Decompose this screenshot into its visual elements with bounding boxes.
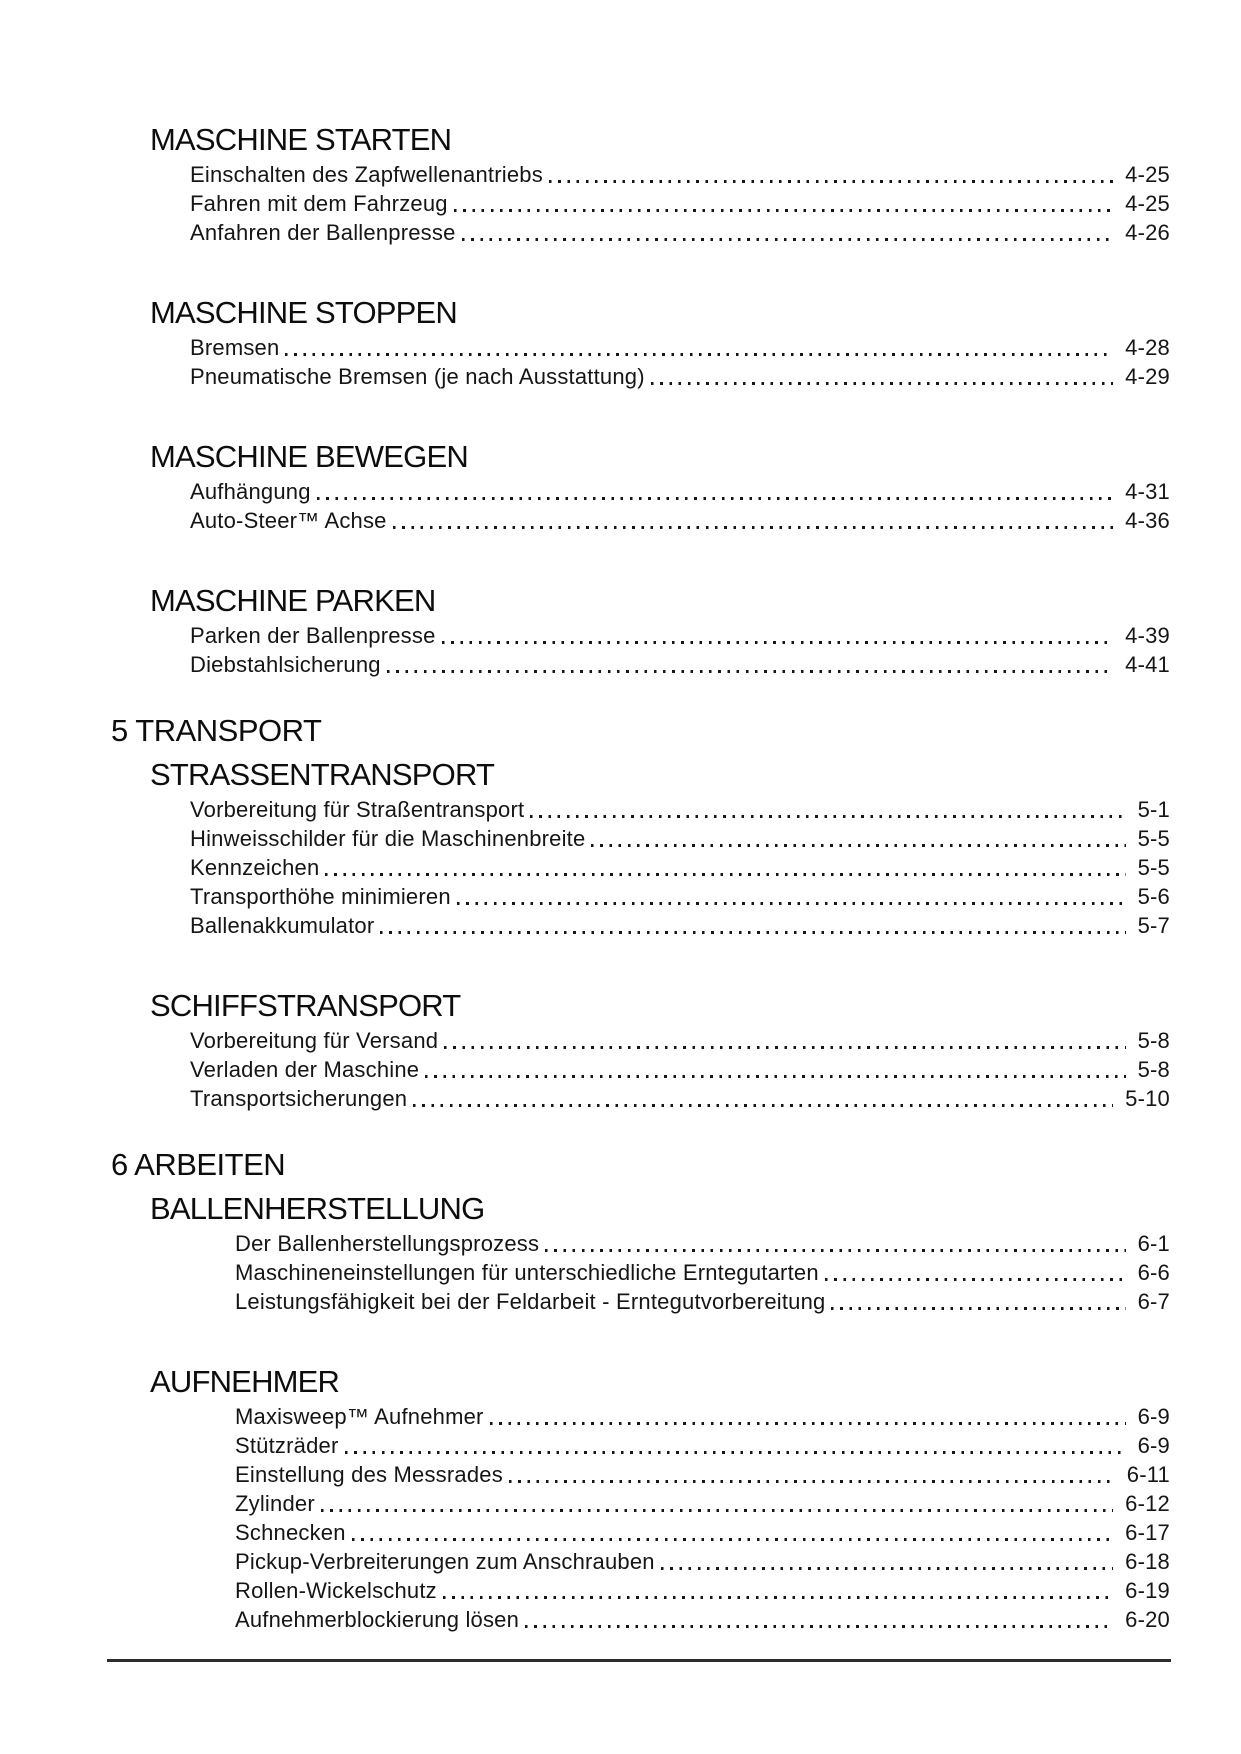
- toc-section: [0, 757, 1241, 940]
- toc-entry-page: 6-19: [1125, 1578, 1170, 1603]
- dot-leader: [339, 1431, 1138, 1460]
- section-entries: [0, 621, 1241, 679]
- toc-entry-label: Leistungsfähigkeit bei der Feldarbeit - Erntegutvorbereitung: [235, 1289, 826, 1314]
- dot-leader: [519, 1605, 1125, 1634]
- toc-entry-page: 4-39: [1125, 623, 1170, 648]
- toc-entry-label: Vorbereitung für Straßentransport: [190, 797, 525, 822]
- section-title: MASCHINE STARTEN: [150, 122, 452, 157]
- section-title: SCHIFFSTRANSPORT: [150, 988, 461, 1023]
- toc-entry-label: Aufhängung: [190, 479, 311, 504]
- toc-section: [0, 583, 1241, 679]
- toc-entry: [190, 1055, 1170, 1084]
- toc-entry-label: Bremsen: [190, 335, 280, 360]
- toc-entry-label: Ballenakkumulator: [190, 913, 375, 938]
- toc-entry: [235, 1287, 1170, 1316]
- dot-leader: [539, 1229, 1137, 1258]
- toc-entry-label: Schnecken: [235, 1520, 346, 1545]
- dot-leader: [484, 1402, 1138, 1431]
- dot-leader: [825, 1287, 1137, 1316]
- toc-entry: [235, 1489, 1170, 1518]
- toc-entry: [190, 1026, 1170, 1055]
- dot-leader: [436, 621, 1126, 650]
- toc-entry-label: Aufnehmerblockierung lösen: [235, 1607, 520, 1632]
- toc-entry-label: Der Ballenherstellungsprozess: [235, 1231, 540, 1256]
- toc-entry-page: 6-6: [1137, 1260, 1170, 1285]
- footer-rule: [107, 1659, 1171, 1662]
- toc-entry-label: Hinweisschilder für die Maschinenbreite: [190, 826, 586, 851]
- toc-entry-page: 4-41: [1125, 652, 1170, 677]
- toc-entry: [190, 882, 1170, 911]
- section-title: MASCHINE STOPPEN: [150, 295, 458, 330]
- toc-entry: [190, 362, 1170, 391]
- toc-entry-label: Maxisweep™ Aufnehmer: [235, 1404, 484, 1429]
- toc-entry-page: 6-20: [1125, 1607, 1170, 1632]
- toc-entry: [190, 911, 1170, 940]
- section-entries: [0, 1229, 1241, 1316]
- toc-entry-page: 6-18: [1125, 1549, 1170, 1574]
- toc-entry-page: 6-9: [1137, 1433, 1170, 1458]
- toc-entry-label: Diebstahlsicherung: [190, 652, 381, 677]
- dot-leader: [374, 911, 1137, 940]
- dot-leader: [315, 1489, 1125, 1518]
- toc-entry-label: Einschalten des Zapfwellenantriebs: [190, 162, 543, 187]
- toc-entry-page: 5-5: [1137, 855, 1170, 880]
- toc-entry: [235, 1229, 1170, 1258]
- toc-section: [0, 295, 1241, 391]
- toc-entry: [190, 853, 1170, 882]
- dot-leader: [381, 650, 1125, 679]
- toc-entry-page: 5-10: [1125, 1086, 1170, 1111]
- toc-entry-page: 4-26: [1125, 220, 1170, 245]
- toc-section: [0, 1191, 1241, 1316]
- dot-leader: [451, 882, 1138, 911]
- toc-section: [0, 988, 1241, 1113]
- dot-leader: [503, 1460, 1127, 1489]
- toc-entry-label: Parken der Ballenpresse: [190, 623, 436, 648]
- toc-entry-page: 6-17: [1125, 1520, 1170, 1545]
- section-entries: [0, 1402, 1241, 1634]
- section-title: AUFNEHMER: [150, 1364, 340, 1399]
- dot-leader: [319, 853, 1137, 882]
- toc-section: [0, 439, 1241, 535]
- toc-entry: [190, 824, 1170, 853]
- section-title: MASCHINE BEWEGEN: [150, 439, 468, 474]
- toc-entry-page: 5-5: [1137, 826, 1170, 851]
- dot-leader: [419, 1055, 1137, 1084]
- toc-entry: [235, 1576, 1170, 1605]
- toc-entry-label: Rollen-Wickelschutz: [235, 1578, 437, 1603]
- toc-entry: [235, 1460, 1170, 1489]
- toc-entry: [190, 1084, 1170, 1113]
- toc-entry-label: Transportsicherungen: [190, 1086, 408, 1111]
- section-title: BALLENHERSTELLUNG: [150, 1191, 485, 1226]
- toc-entry: [190, 506, 1170, 535]
- toc-entry: [190, 795, 1170, 824]
- dot-leader: [543, 160, 1125, 189]
- toc-entry: [190, 650, 1170, 679]
- toc-entry-label: Einstellung des Messrades: [235, 1462, 503, 1487]
- dot-leader: [585, 824, 1137, 853]
- toc-entry-label: Auto-Steer™ Achse: [190, 508, 387, 533]
- section-title: STRASSENTRANSPORT: [150, 757, 495, 792]
- toc-entry-label: Maschineneinstellungen für unterschiedliche Erntegutarten: [235, 1260, 819, 1285]
- dot-leader: [819, 1258, 1138, 1287]
- toc-entry: [235, 1431, 1170, 1460]
- toc-entry-page: 6-11: [1126, 1462, 1170, 1487]
- toc-entry-page: 4-29: [1125, 364, 1170, 389]
- toc-entry: [235, 1518, 1170, 1547]
- toc-entry-page: 4-31: [1125, 479, 1170, 504]
- toc-entry-label: Kennzeichen: [190, 855, 320, 880]
- toc-entry-page: 4-25: [1125, 191, 1170, 216]
- dot-leader: [448, 189, 1125, 218]
- section-entries: [0, 477, 1241, 535]
- dot-leader: [437, 1576, 1125, 1605]
- toc-entry-page: 4-36: [1125, 508, 1170, 533]
- dot-leader: [456, 218, 1126, 247]
- dot-leader: [311, 477, 1125, 506]
- toc-entry-page: 5-8: [1137, 1057, 1170, 1082]
- toc-entry-page: 5-7: [1137, 913, 1170, 938]
- dot-leader: [387, 506, 1126, 535]
- toc-entry-page: 4-25: [1125, 162, 1170, 187]
- toc-entry-label: Stützräder: [235, 1433, 339, 1458]
- dot-leader: [655, 1547, 1125, 1576]
- toc-entry-page: 6-7: [1137, 1289, 1170, 1314]
- toc-entry-page: 5-1: [1137, 797, 1170, 822]
- toc-entry: [190, 477, 1170, 506]
- toc-entry-page: 5-8: [1137, 1028, 1170, 1053]
- toc-entry-label: Pneumatische Bremsen (je nach Ausstattung): [190, 364, 645, 389]
- toc-entry: [235, 1258, 1170, 1287]
- toc-entry: [190, 333, 1170, 362]
- toc-entry-label: Zylinder: [235, 1491, 315, 1516]
- toc-entry: [235, 1605, 1170, 1634]
- dot-leader: [524, 795, 1137, 824]
- section-title: MASCHINE PARKEN: [150, 583, 436, 618]
- toc-entry-label: Fahren mit dem Fahrzeug: [190, 191, 448, 216]
- toc-entry-page: 6-12: [1125, 1491, 1170, 1516]
- toc-entry-page: 6-1: [1137, 1231, 1170, 1256]
- section-entries: [0, 795, 1241, 940]
- section-entries: [0, 333, 1241, 391]
- toc-section: [0, 1364, 1241, 1634]
- toc-entry-page: 4-28: [1125, 335, 1170, 360]
- toc-section: [0, 122, 1241, 247]
- toc-entry: [190, 160, 1170, 189]
- chapter-title: 5 TRANSPORT: [111, 713, 322, 748]
- toc-entry: [190, 218, 1170, 247]
- chapter-title: 6 ARBEITEN: [111, 1147, 286, 1182]
- toc-entry: [190, 621, 1170, 650]
- toc-entry-label: Verladen der Maschine: [190, 1057, 420, 1082]
- toc-entry-label: Vorbereitung für Versand: [190, 1028, 439, 1053]
- dot-leader: [346, 1518, 1126, 1547]
- toc-entry-label: Pickup-Verbreiterungen zum Anschrauben: [235, 1549, 655, 1574]
- section-entries: [0, 160, 1241, 247]
- dot-leader: [645, 362, 1125, 391]
- toc-entry: [235, 1402, 1170, 1431]
- toc-entry-page: 6-9: [1137, 1404, 1170, 1429]
- toc-entry: [190, 189, 1170, 218]
- toc-entry-page: 5-6: [1137, 884, 1170, 909]
- dot-leader: [438, 1026, 1137, 1055]
- toc-entry-label: Anfahren der Ballenpresse: [190, 220, 456, 245]
- section-entries: [0, 1026, 1241, 1113]
- toc-entry-label: Transporthöhe minimieren: [190, 884, 451, 909]
- dot-leader: [407, 1084, 1125, 1113]
- dot-leader: [279, 333, 1125, 362]
- toc-entry: [235, 1547, 1170, 1576]
